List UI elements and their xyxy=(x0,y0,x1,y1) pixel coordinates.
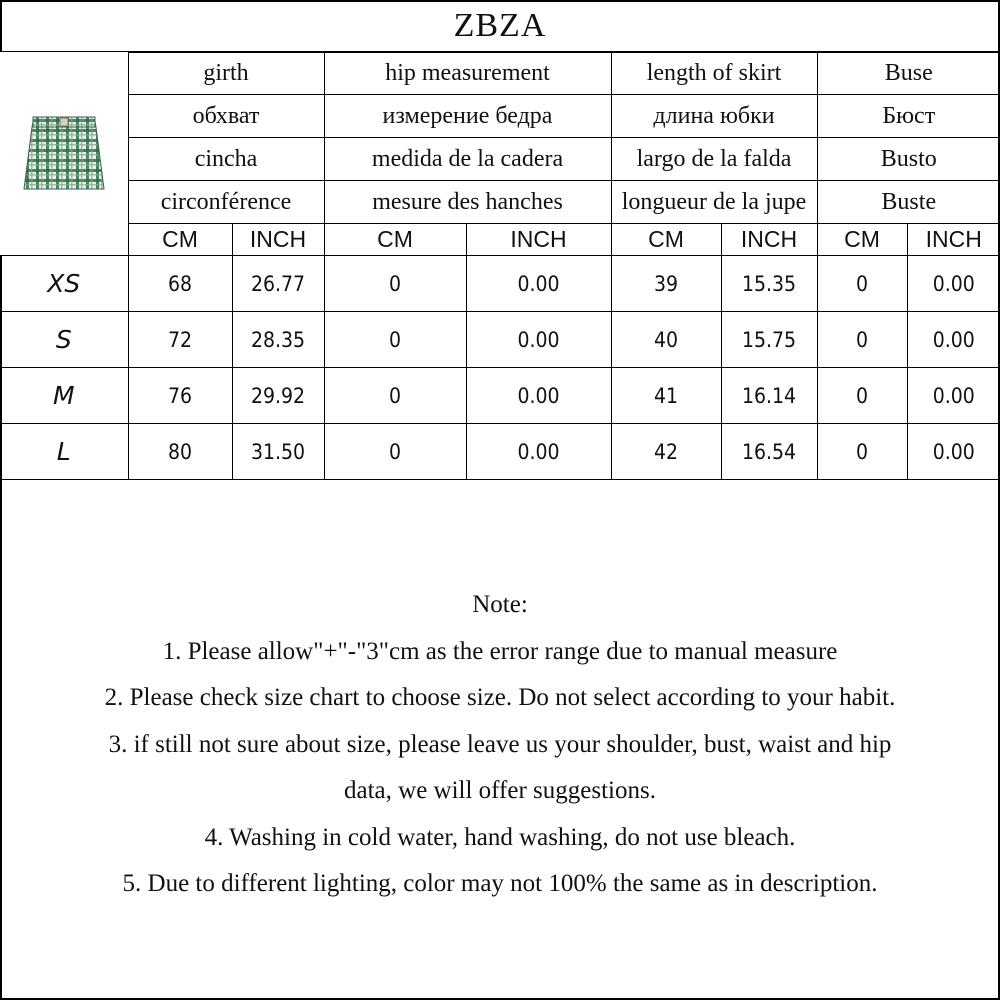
size-chart-table xyxy=(0,52,1000,480)
header-row-en xyxy=(0,52,1000,95)
table-cell: 40 xyxy=(611,312,721,368)
unit-header: CM xyxy=(128,224,232,256)
table-cell: 76 xyxy=(128,368,232,424)
table-cell: 0 xyxy=(324,312,466,368)
table-cell: 29.92 xyxy=(232,368,324,424)
header-girth-es: cincha xyxy=(128,138,324,181)
size-label: L xyxy=(0,424,128,480)
product-image xyxy=(0,52,128,256)
header-girth-ru: обхват xyxy=(128,95,324,138)
size-label: XS xyxy=(0,256,128,312)
header-row-es xyxy=(0,138,1000,181)
notes-section xyxy=(0,582,1000,908)
unit-header: INCH xyxy=(721,224,817,256)
unit-header: CM xyxy=(611,224,721,256)
table-cell: 0.00 xyxy=(466,424,611,480)
note-line: 1. Please allow"+"-"3"cm as the error range due to manual measure xyxy=(162,637,838,665)
table-row xyxy=(0,368,1000,424)
header-hip-es: medida de la cadera xyxy=(324,138,611,181)
table-cell: 0 xyxy=(324,256,466,312)
table-cell: 0.00 xyxy=(907,368,1000,424)
header-bust-en: Buse xyxy=(817,52,1000,95)
table-cell: 42 xyxy=(611,424,721,480)
table-cell: 0 xyxy=(817,424,907,480)
table-cell: 0.00 xyxy=(466,256,611,312)
header-girth-fr: circonférence xyxy=(128,181,324,224)
table-cell: 0.00 xyxy=(907,424,1000,480)
table-cell: 16.54 xyxy=(721,424,817,480)
unit-header: CM xyxy=(324,224,466,256)
header-hip-fr: mesure des hanches xyxy=(324,181,611,224)
unit-header: INCH xyxy=(907,224,1000,256)
table-cell: 15.75 xyxy=(721,312,817,368)
header-bust-fr: Buste xyxy=(817,181,1000,224)
size-label: M xyxy=(0,368,128,424)
plaid-skirt-icon xyxy=(16,109,112,199)
table-cell: 72 xyxy=(128,312,232,368)
note-line: 4. Washing in cold water, hand washing, do not use bleach. xyxy=(204,823,796,851)
table-cell: 0.00 xyxy=(466,312,611,368)
header-girth-en: girth xyxy=(128,52,324,95)
header-length-fr: longueur de la jupe xyxy=(611,181,817,224)
table-cell: 0 xyxy=(324,424,466,480)
table-cell: 26.77 xyxy=(232,256,324,312)
header-row-ru xyxy=(0,95,1000,138)
header-length-es: largo de la falda xyxy=(611,138,817,181)
note-line: 5. Due to different lighting, color may not 100% the same as in description. xyxy=(122,870,878,897)
header-length-en: length of skirt xyxy=(611,52,817,95)
table-cell: 0 xyxy=(817,312,907,368)
table-cell: 28.35 xyxy=(232,312,324,368)
header-hip-ru: измерение бедра xyxy=(324,95,611,138)
table-cell: 39 xyxy=(611,256,721,312)
table-row xyxy=(0,424,1000,480)
unit-header: INCH xyxy=(466,224,611,256)
table-cell: 0 xyxy=(817,256,907,312)
header-hip-en: hip measurement xyxy=(324,52,611,95)
note-line: data, we will offer suggestions. xyxy=(344,777,656,804)
table-row xyxy=(0,256,1000,312)
unit-header: INCH xyxy=(232,224,324,256)
table-cell: 0.00 xyxy=(907,312,1000,368)
table-cell: 0.00 xyxy=(907,256,1000,312)
notes-heading: Note: xyxy=(472,591,528,618)
table-cell: 15.35 xyxy=(721,256,817,312)
table-cell: 41 xyxy=(611,368,721,424)
table-row xyxy=(0,312,1000,368)
table-cell: 16.14 xyxy=(721,368,817,424)
table-cell: 31.50 xyxy=(232,424,324,480)
table-cell: 0.00 xyxy=(466,368,611,424)
header-row-fr xyxy=(0,181,1000,224)
unit-row xyxy=(0,224,1000,256)
header-length-ru: длина юбки xyxy=(611,95,817,138)
header-bust-ru: Бюст xyxy=(817,95,1000,138)
table-cell: 0 xyxy=(324,368,466,424)
table-cell: 0 xyxy=(817,368,907,424)
size-label: S xyxy=(0,312,128,368)
note-line: 2. Please check size chart to choose size. Do not select according to your habit. xyxy=(104,684,896,711)
note-line: 3. if still not sure about size, please leave us your shoulder, bust, waist and hip xyxy=(108,730,892,758)
table-cell: 68 xyxy=(128,256,232,312)
header-bust-es: Busto xyxy=(817,138,1000,181)
brand-title: ZBZA xyxy=(0,0,1000,53)
table-cell: 80 xyxy=(128,424,232,480)
unit-header: CM xyxy=(817,224,907,256)
